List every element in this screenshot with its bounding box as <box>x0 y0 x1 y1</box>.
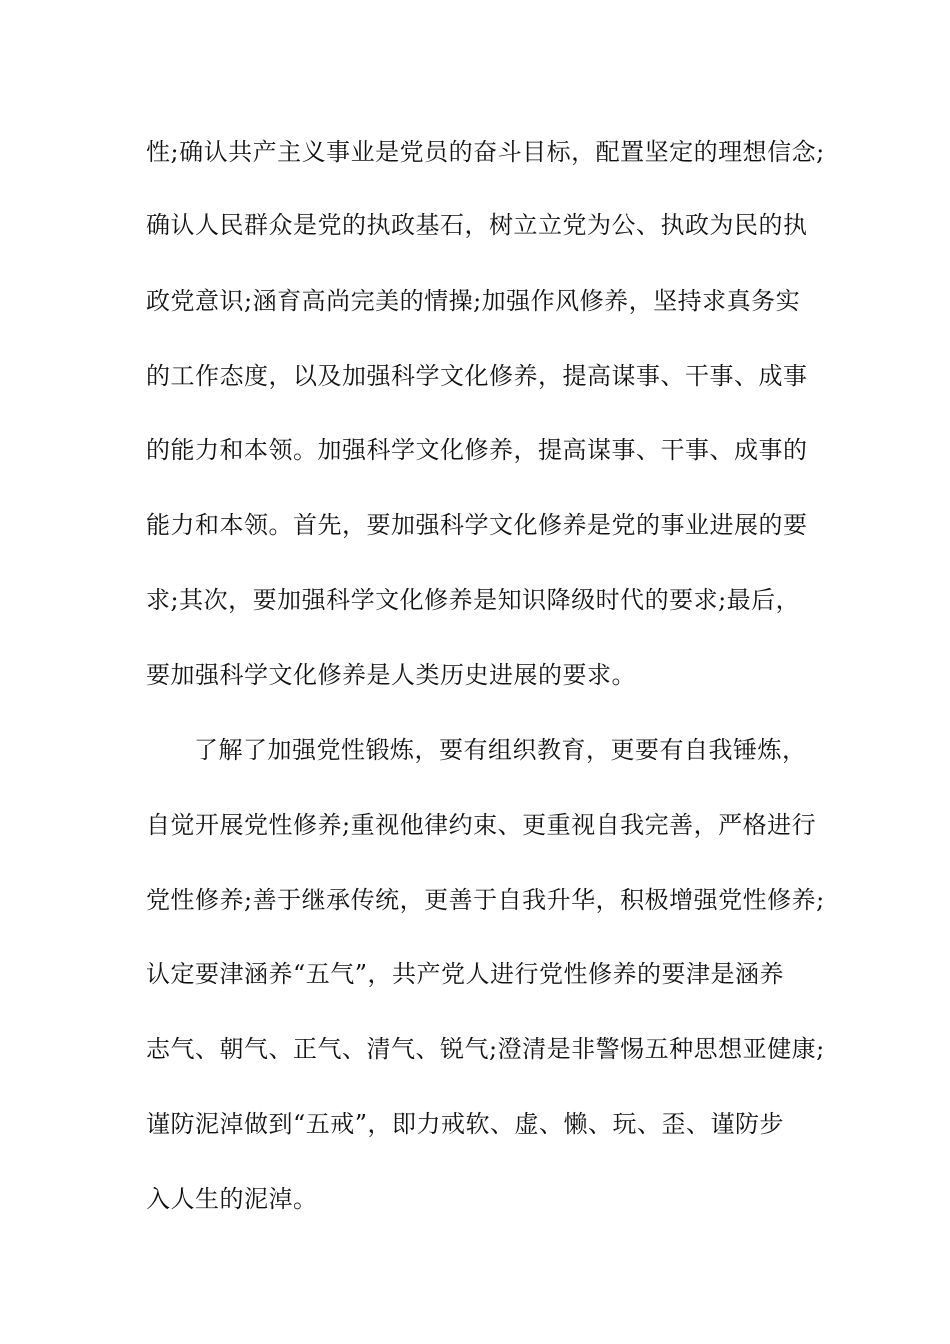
text-line: 性;确认共产主义事业是党员的奋斗目标，配置坚定的理想信念; <box>146 138 825 166</box>
text-line: 的工作态度，以及加强科学文化修养，提高谋事、干事、成事 <box>146 362 808 390</box>
text-line: 志气、朝气、正气、清气、锐气;澄清是非警惕五种思想亚健康; <box>146 1035 825 1063</box>
text-line: 求;其次，要加强科学文化修养是知识降级时代的要求;最后， <box>146 586 801 614</box>
text-line: 的能力和本领。加强科学文化修养，提高谋事、干事、成事的 <box>146 436 808 464</box>
text-line: 政党意识;涵育高尚完美的情操;加强作风修养，坚持求真务实 <box>146 287 801 315</box>
text-line: 谨防泥淖做到“五戒”，即力戒软、虚、懒、玩、歪、谨防步 <box>146 1110 785 1138</box>
text-line: 要加强科学文化修养是人类历史进展的要求。 <box>146 661 636 689</box>
text-line: 认定要津涵养“五气”，共产党人进行党性修养的要津是涵养 <box>146 960 785 988</box>
text-line: 确认人民群众是党的执政基石，树立立党为公、执政为民的执 <box>146 211 808 239</box>
paragraph-first-line: 了解了加强党性锻炼，要有组织教育，更要有自我锤炼， <box>194 736 807 764</box>
text-line: 自觉开展党性修养;重视他律约束、更重视自我完善，严格进行 <box>146 811 817 839</box>
text-line: 能力和本领。首先，要加强科学文化修养是党的事业进展的要 <box>146 511 808 539</box>
text-line: 党性修养;善于继承传统，更善于自我升华，积极增强党性修养; <box>146 886 825 914</box>
text-line: 入人生的泥淖。 <box>146 1185 318 1213</box>
